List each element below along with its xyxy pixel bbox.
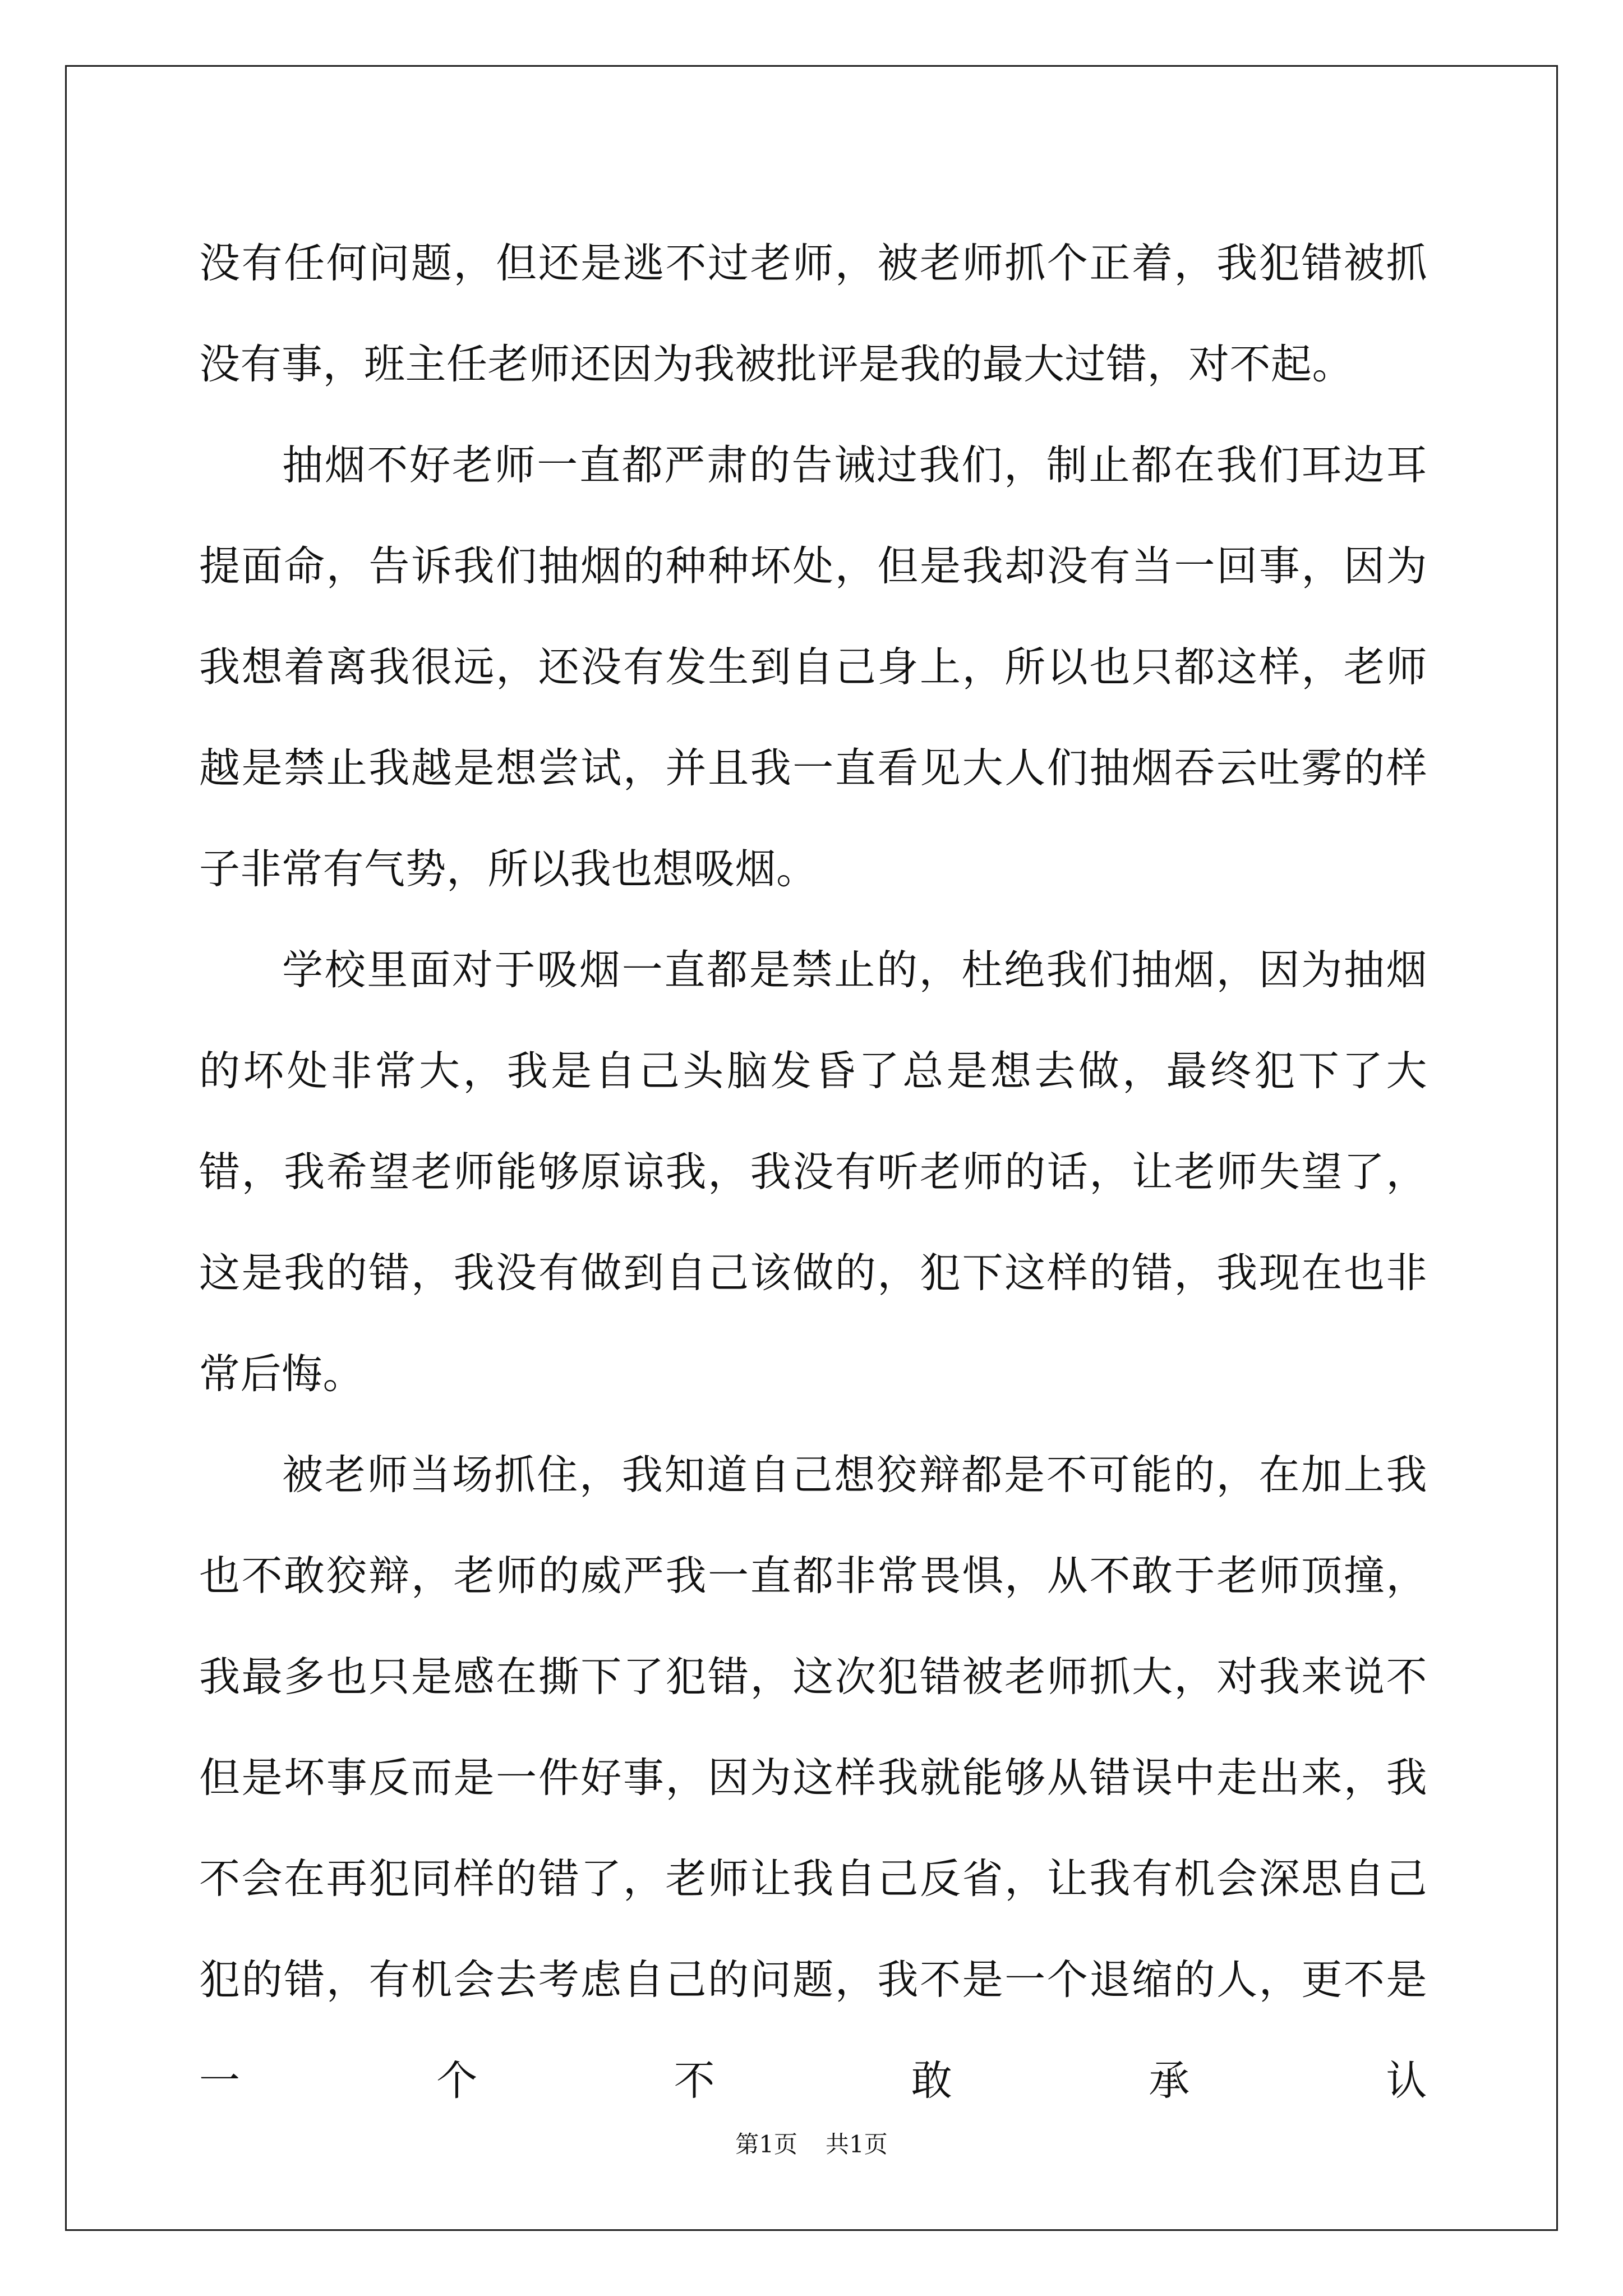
page-footer — [0, 2126, 1623, 2160]
paragraph-2: 抽烟不好老师一直都严肃的告诫过我们，制止都在我们耳边耳提面命，告诉我们抽烟的种种坏处，但是我却没有当一回事，因为我想着离我很远，还没有发生到自己身上，所以也只都这样，老师越是禁止我越是想尝试，并且我一直看见大人们抽烟吞云吐雾的样子非常有气势，所以我也想吸烟。 — [199, 441, 1427, 893]
paragraph-3: 学校里面对于吸烟一直都是禁止的，杜绝我们抽烟，因为抽烟的坏处非常大，我是自己头脑发昏了总是想去做，最终犯下了大错，我希望老师能够原谅我，我没有听老师的话，让老师失望了，这是我的错，我没有做到自己该做的，犯下这样的错，我现在也非常后悔。 — [199, 946, 1427, 1398]
page-number: 第1页 — [735, 2131, 797, 2158]
document-body — [199, 213, 1427, 2132]
paragraph-4: 被老师当场抓住，我知道自己想狡辩都是不可能的，在加上我也不敢狡辩，老师的威严我一直都非常畏惧，从不敢于老师顶撞，我最多也只是感在撕下了犯错，这次犯错被老师抓大，对我来说不但是坏事反而是一件好事，因为这样我就能够从错误中走出来，我不会在再犯同样的错了，老师让我自己反省，让我有机会深思自己犯的错，有机会去考虑自己的问题，我不是一个退缩的人，更不是一个不敢承认 — [199, 1451, 1427, 2105]
page-total: 共1页 — [826, 2131, 888, 2158]
paragraph-1: 没有任何问题，但还是逃不过老师，被老师抓个正着，我犯错被抓没有事，班主任老师还因为我被批评是我的最大过错，对不起。 — [199, 240, 1427, 388]
